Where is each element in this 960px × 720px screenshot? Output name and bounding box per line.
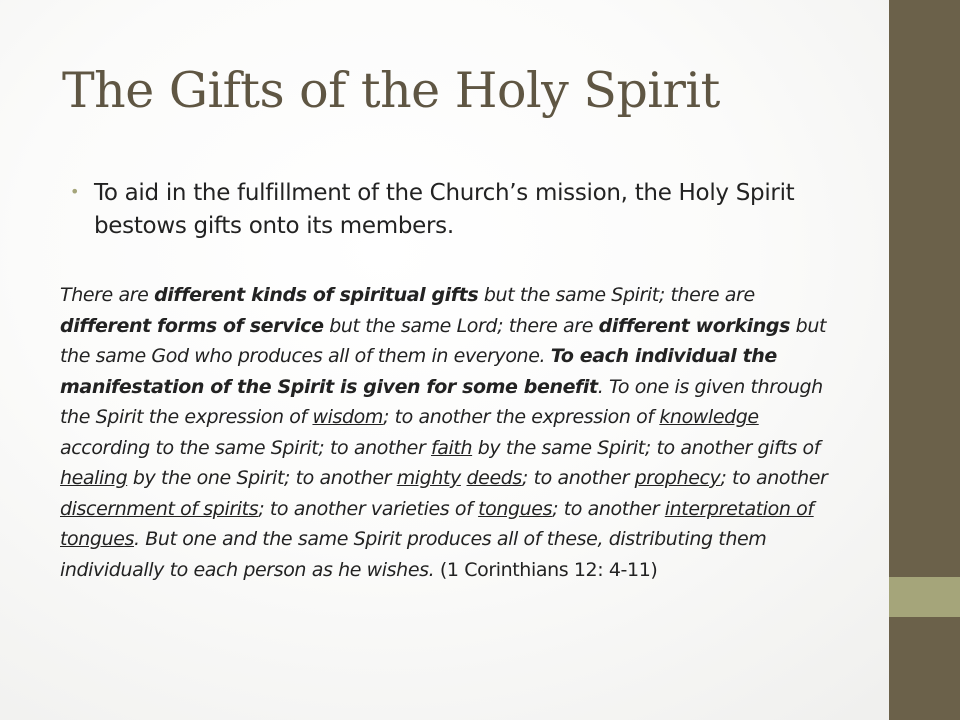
- passage-text: ; to another the expression of: [382, 406, 660, 428]
- passage-text: ; to another: [552, 497, 665, 520]
- gift-healing: healing: [60, 467, 128, 489]
- passage-emphasis: different workings: [598, 314, 791, 337]
- sidebar-band-top: [889, 0, 960, 577]
- gift-discernment: discernment of spirits: [60, 497, 259, 520]
- passage-text: according to the same Spirit; to another: [60, 436, 432, 459]
- passage-text: by the same Spirit; to another gifts of: [472, 436, 821, 459]
- passage-emphasis: different forms of service: [60, 314, 324, 337]
- gift-tongues: tongues: [478, 497, 553, 520]
- bullet-text: To aid in the fulfillment of the Church’s mission, the Holy Spirit bestows gifts onto its members.: [94, 180, 795, 239]
- passage-text: but the same God who produces all of them in everyone.: [60, 314, 827, 367]
- passage-text: ; to another: [521, 467, 635, 489]
- passage-text: ; to another varieties of: [258, 497, 479, 520]
- gift-prophecy: prophecy: [634, 467, 721, 489]
- bullet-dot-icon: •: [70, 182, 80, 201]
- bullet-point: [70, 177, 860, 243]
- passage-emphasis: To each individual the manifestation of the Spirit is given for some benefit: [60, 345, 777, 398]
- passage-text: but the same Lord; there are: [323, 314, 599, 337]
- passage-text: . But one and the same Spirit produces all of these, distributing them individually to each person as he wishes.: [60, 528, 767, 581]
- sidebar-accent-stripe: [889, 577, 960, 617]
- gift-faith: faith: [431, 436, 473, 459]
- scripture-passage: [60, 280, 845, 585]
- passage-text: by the one Spirit; to another: [127, 467, 397, 489]
- scripture-citation: (1 Corinthians 12: 4-11): [439, 558, 658, 581]
- gift-knowledge: knowledge: [659, 406, 759, 428]
- passage-text: but the same Spirit; there are: [478, 284, 755, 306]
- gift-mighty: mighty: [396, 467, 461, 489]
- gift-deeds: deeds: [466, 467, 522, 489]
- passage-text: . To one is given through the Spirit the expression of: [60, 375, 823, 428]
- sidebar-band-bottom: [889, 617, 960, 720]
- passage-emphasis: different kinds of spiritual gifts: [154, 284, 479, 306]
- gift-interpretation: interpretation of tongues: [60, 497, 814, 550]
- gift-wisdom: wisdom: [312, 406, 383, 428]
- passage-text: ; to another: [720, 467, 828, 489]
- passage-text: There are: [60, 284, 155, 306]
- slide-title: The Gifts of the Holy Spirit: [62, 62, 720, 119]
